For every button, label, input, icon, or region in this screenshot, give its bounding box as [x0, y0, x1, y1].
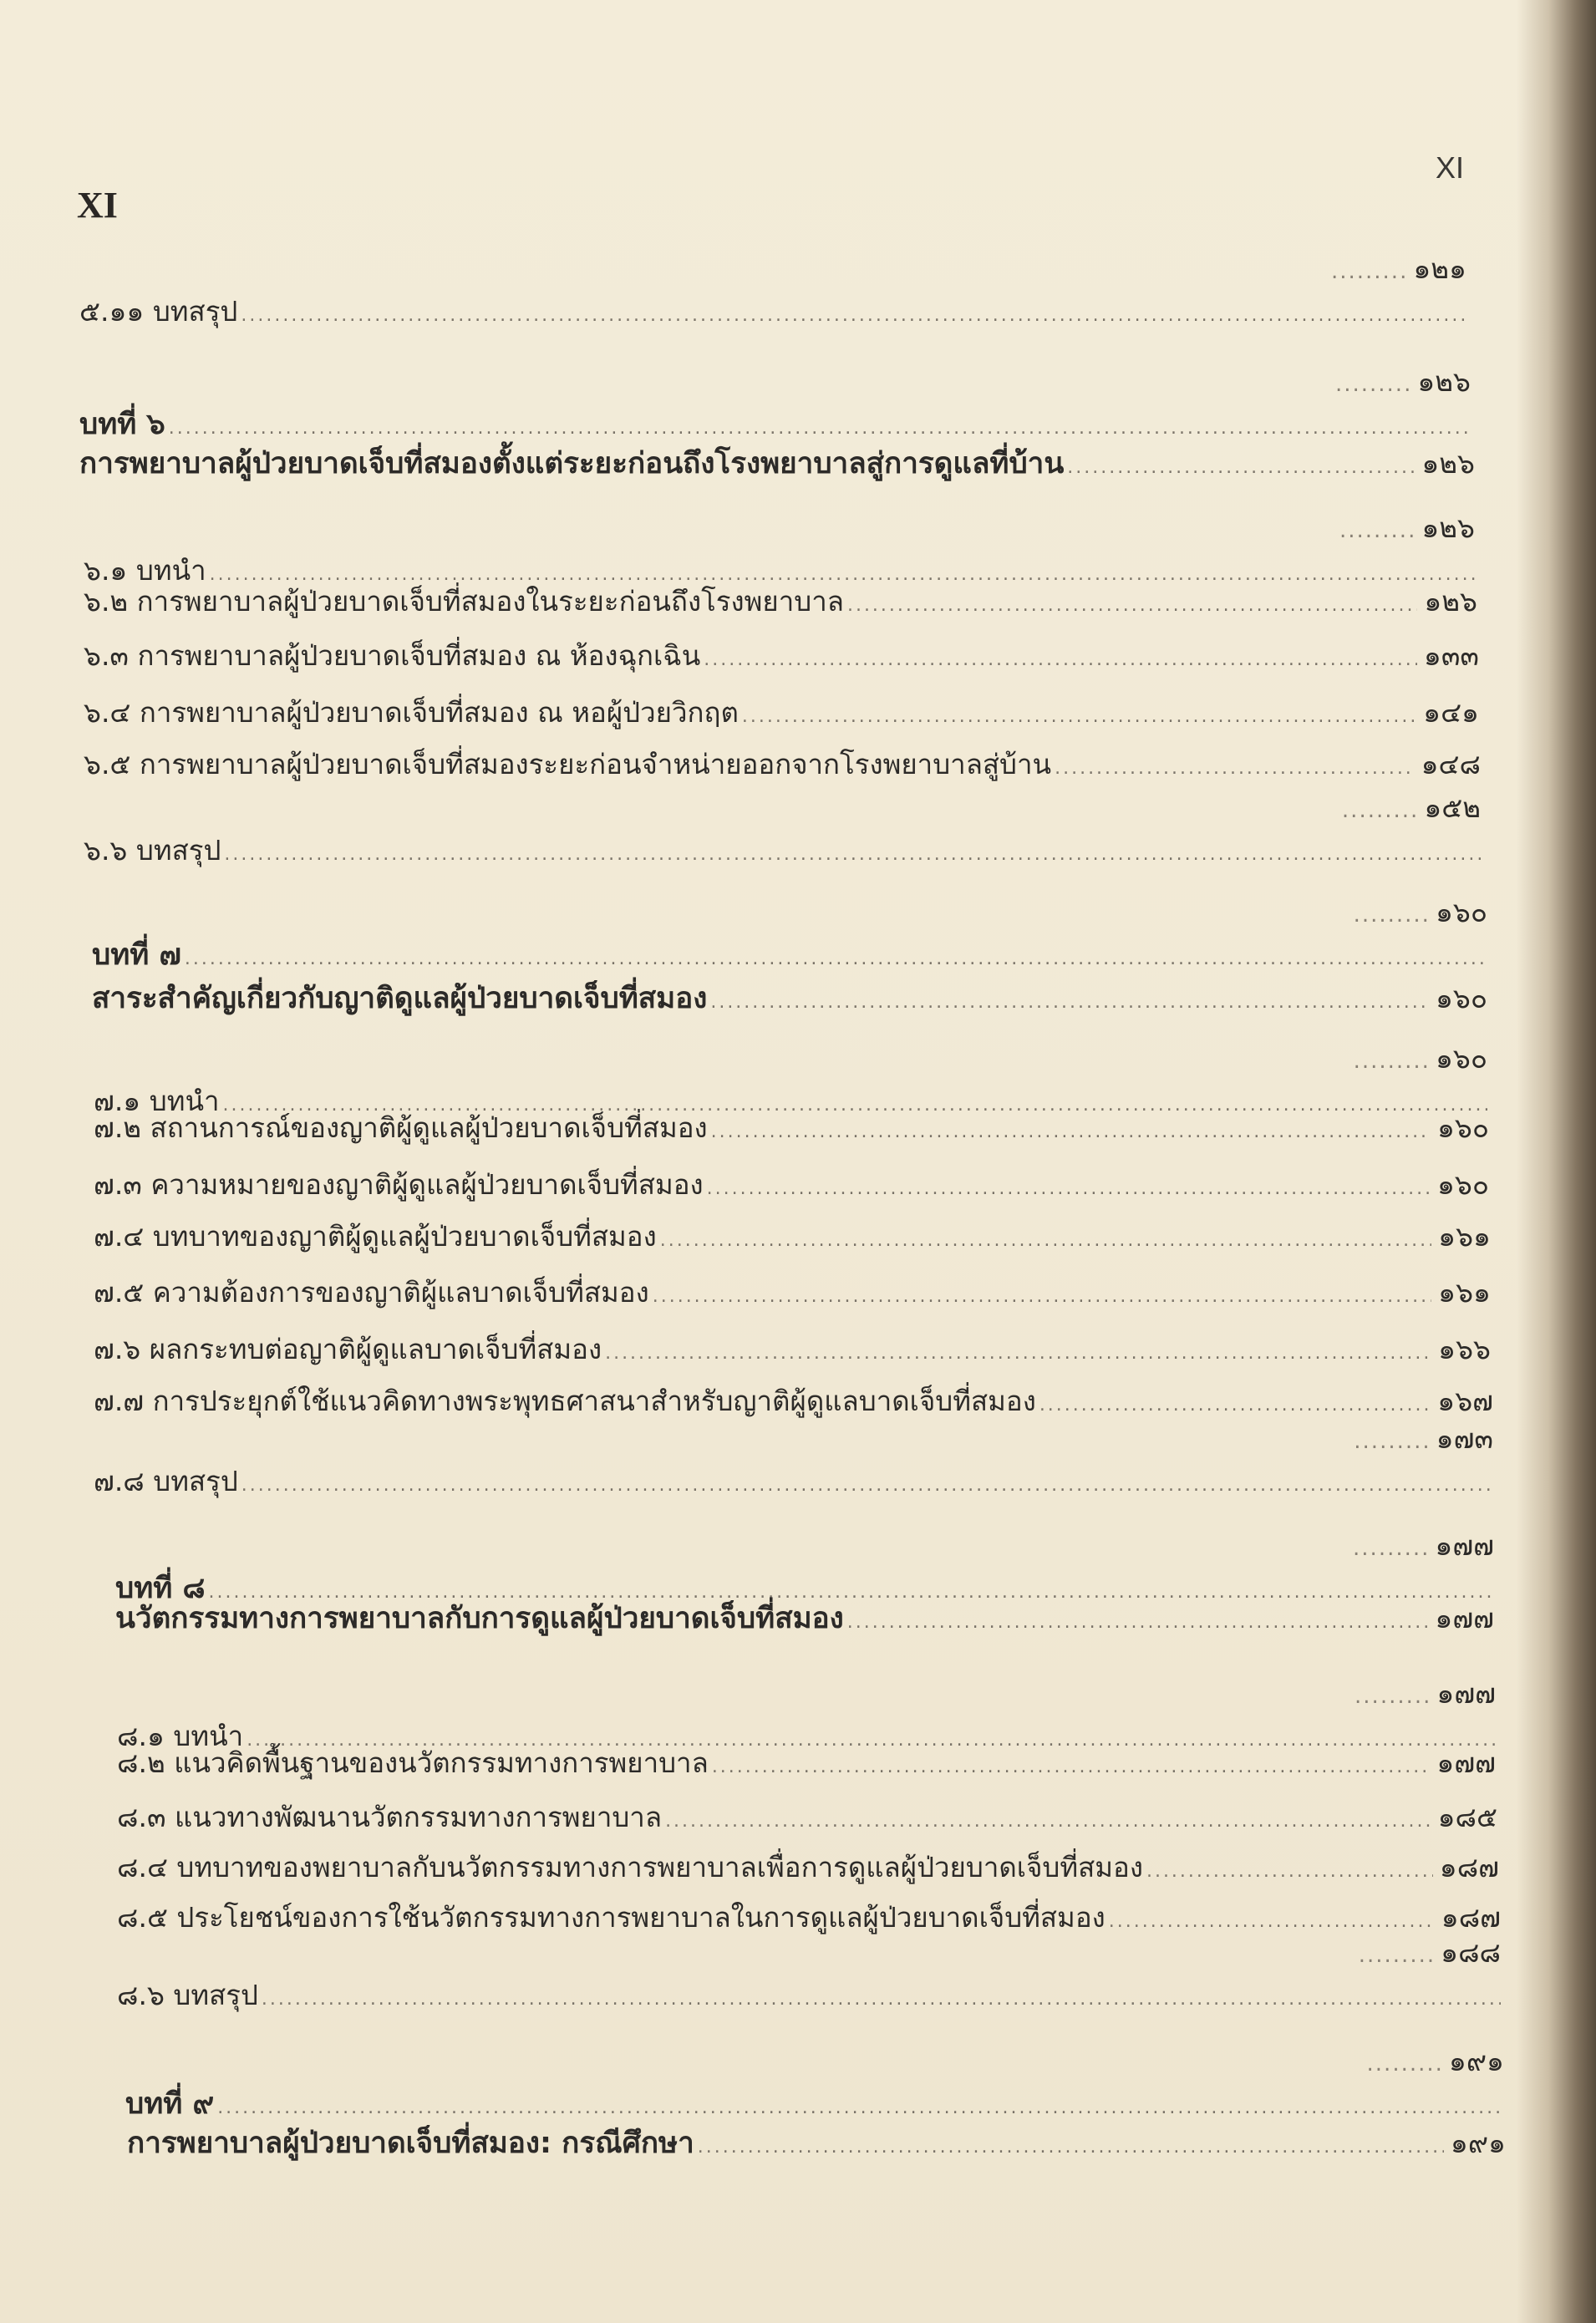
toc-page-number: ......... ๑๘๘ [1358, 1936, 1501, 1969]
toc-page-number: ๑๖๗ [1437, 1385, 1493, 1417]
toc-page-number: ๑๔๑ [1423, 696, 1479, 729]
toc-line [92, 934, 1487, 976]
toc-entry-text: ๗.๒ สถานการณ์ของญาติผู้ดูแลผู้ป่วยบาดเจ็บที่สมอง [94, 1111, 708, 1144]
toc-page-number: ......... ๑๗๗ [1353, 1529, 1494, 1562]
toc-entry-text: ๘.๖ บทสรุป [117, 1979, 258, 2011]
toc-entry [94, 1421, 1493, 1497]
toc-entry [84, 510, 1475, 587]
toc-chapter [115, 1527, 1494, 1605]
leader-dots [1146, 1851, 1433, 1893]
page-number-right: XI [1436, 150, 1465, 185]
toc-page-number: ๑๗๗ [1435, 1602, 1494, 1634]
toc-entry-text: ๖.๓ การพยาบาลผู้ป่วยบาดเจ็บที่สมอง ณ ห้องฉุกเฉิน [84, 639, 701, 672]
leader-dots [605, 1333, 1431, 1375]
toc-page-number: ๑๖๐ [1436, 1168, 1489, 1201]
toc-entry [94, 1164, 1489, 1206]
toc-page-number: ......... ๑๗๓ [1354, 1422, 1493, 1455]
book-spine-shadow [1517, 0, 1596, 2323]
toc-entry-text: ๖.๕ การพยาบาลผู้ป่วยบาดเจ็บที่สมองระยะก่อนจำหน่ายออกจากโรงพยาบาลสู่บ้าน [84, 748, 1052, 780]
leader-dots [224, 834, 1481, 876]
toc-page-number: ......... ๑๒๑ [1330, 252, 1466, 285]
page-number-left: XI [77, 185, 118, 226]
toc-page-number: ๑๙๑ [1450, 2127, 1506, 2159]
toc-page-number: ......... ๑๙๑ [1366, 2045, 1504, 2077]
toc-entry [94, 1272, 1491, 1314]
toc-chapter [125, 2043, 1504, 2121]
toc-page-number: ......... ๑๒๖ [1339, 511, 1475, 544]
toc-entry [117, 1934, 1501, 2011]
toc-page-number: ๑๒๖ [1421, 447, 1475, 480]
leader-dots [711, 1111, 1431, 1153]
leader-dots [241, 295, 1466, 337]
toc-line [84, 830, 1481, 872]
toc-entry [84, 635, 1479, 677]
toc-entry-text: ๘.๑ บทนำ [117, 1720, 244, 1752]
toc-entry [117, 1847, 1499, 1888]
toc-entry-text: ๖.๑ บทนำ [84, 554, 206, 587]
chapter-title: การพยาบาลผู้ป่วยบาดเจ็บที่สมอง: กรณีศึกษา [127, 2127, 694, 2160]
toc-chapter [92, 894, 1487, 972]
toc-line [117, 1975, 1501, 2016]
chapter-label: บทที่ ๖ [79, 408, 165, 441]
toc-entry-text: ๗.๓ ความหมายของญาติผู้ดูแลผู้ป่วยบาดเจ็บที่สมอง [94, 1168, 704, 1201]
chapter-title-line [92, 978, 1487, 1019]
toc-entry-text: ๗.๕ ความต้องการของญาติผู้แลบาดเจ็บที่สมอง [94, 1276, 649, 1309]
leader-dots [707, 1168, 1431, 1210]
toc-page-number: ......... ๑๒๖ [1334, 365, 1471, 398]
leader-dots [704, 639, 1417, 681]
toc-entry [117, 1742, 1496, 1784]
toc-chapter [79, 363, 1471, 441]
toc-entry [84, 790, 1481, 867]
toc-entry-text: ๖.๔ การพยาบาลผู้ป่วยบาดเจ็บที่สมอง ณ หอผู้ป่วยวิกฤต [84, 696, 739, 729]
toc-entry [94, 1380, 1493, 1422]
toc-page-number: ๑๖๐ [1436, 1111, 1489, 1144]
toc-entry-text: ๗.๔ บทบาทของญาติผู้ดูแลผู้ป่วยบาดเจ็บที่สมอง [94, 1220, 657, 1253]
toc-entry-text: ๗.๑ บทนำ [94, 1085, 220, 1117]
toc-entry [94, 1107, 1489, 1149]
leader-dots [653, 1276, 1431, 1318]
chapter-title: สาระสำคัญเกี่ยวกับญาติดูแลผู้ป่วยบาดเจ็บที่สมอง [92, 982, 708, 1015]
toc-entry-text: ๗.๗ การประยุกต์ใช้แนวคิดทางพระพุทธศาสนาสำหรับญาติผู้ดูแลบาดเจ็บที่สมอง [94, 1385, 1036, 1417]
leader-dots [241, 1465, 1493, 1507]
toc-entry-text: ๘.๒ แนวคิดพื้นฐานของนวัตกรรมทางการพยาบาล [117, 1746, 709, 1779]
toc-entry [84, 581, 1477, 623]
leader-dots [660, 1220, 1431, 1262]
toc-line [79, 291, 1466, 333]
leader-dots [847, 1602, 1429, 1644]
leader-dots [742, 696, 1416, 738]
leader-dots [1067, 447, 1415, 489]
toc-page-number: ๑๖๖ [1438, 1333, 1491, 1365]
leader-dots [1055, 748, 1415, 790]
toc-page-number: ......... ๑๕๒ [1341, 791, 1481, 824]
chapter-label: บทที่ ๙ [125, 2087, 215, 2121]
leader-dots [710, 982, 1429, 1024]
chapter-title: นวัตกรรมทางการพยาบาลกับการดูแลผู้ป่วยบาดเจ็บที่สมอง [115, 1602, 844, 1635]
chapter-title: การพยาบาลผู้ป่วยบาดเจ็บที่สมองตั้งแต่ระยะก่อนถึงโรงพยาบาลสู่การดูแลที่บ้าน [79, 447, 1065, 480]
leader-dots [698, 2127, 1444, 2168]
toc-entry-text: ๘.๓ แนวทางพัฒนานวัตกรรมทางการพยาบาล [117, 1801, 663, 1833]
toc-line [94, 1461, 1493, 1502]
leader-dots [847, 585, 1417, 627]
toc-entry-text: ๗.๖ ผลกระทบต่อญาติผู้ดูแลบาดเจ็บที่สมอง [94, 1333, 602, 1365]
toc-page-number: ๑๖๑ [1438, 1220, 1491, 1253]
toc-line [79, 404, 1471, 445]
chapter-label: บทที่ ๗ [92, 938, 181, 972]
toc-page-number: ๑๗๗ [1436, 1746, 1496, 1779]
toc-page-number: ......... ๑๗๗ [1355, 1677, 1496, 1710]
toc-entry [117, 1797, 1497, 1838]
toc-page-number: ๑๖๑ [1438, 1276, 1491, 1309]
chapter-title-line [115, 1598, 1494, 1639]
toc-entry-text: ๖.๖ บทสรุป [84, 834, 221, 867]
leader-dots [185, 938, 1487, 980]
toc-entry [94, 1216, 1491, 1258]
toc-page-number: ๑๒๖ [1424, 585, 1477, 618]
chapter-label: บทที่ ๘ [115, 1572, 206, 1605]
toc-entry [84, 744, 1481, 785]
toc-page-number: ๑๔๘ [1421, 748, 1481, 780]
toc-entry [117, 1675, 1496, 1752]
toc-page-number: ......... ๑๖๐ [1353, 1042, 1487, 1075]
toc-page-number: ๑๓๓ [1423, 639, 1479, 672]
toc-page-number: ๑๘๕ [1437, 1801, 1497, 1833]
toc-page-number: ๑๘๗ [1439, 1851, 1499, 1883]
toc-entry [94, 1329, 1491, 1370]
toc-page-number: ......... ๑๖๐ [1353, 896, 1487, 928]
leader-dots [262, 1979, 1501, 2021]
toc-entry [94, 1040, 1487, 1117]
toc-entry-text: ๘.๔ บทบาทของพยาบาลกับนวัตกรรมทางการพยาบาลเพื่อการดูแลผู้ป่วยบาดเจ็บที่สมอง [117, 1851, 1143, 1883]
toc-entry [117, 1897, 1501, 1939]
toc-entry-text: ๖.๒ การพยาบาลผู้ป่วยบาดเจ็บที่สมองในระยะก่อนถึงโรงพยาบาล [84, 585, 844, 618]
toc-page-number: ๑๘๗ [1441, 1901, 1501, 1934]
toc-entry-text: ๘.๕ ประโยชน์ของการใช้นวัตกรรมทางการพยาบาลในการดูแลผู้ป่วยบาดเจ็บที่สมอง [117, 1901, 1106, 1934]
toc-line [125, 2083, 1504, 2125]
toc-page-number: ๑๖๐ [1435, 982, 1487, 1014]
toc-entry-text: ๗.๘ บทสรุป [94, 1465, 238, 1497]
toc-entry-text: ๕.๑๑ บทสรุป [79, 295, 238, 328]
chapter-title-line [79, 443, 1475, 485]
leader-dots [665, 1801, 1431, 1843]
chapter-title-line [127, 2122, 1506, 2164]
toc-entry [84, 692, 1479, 734]
toc-entry [79, 251, 1466, 328]
leader-dots [712, 1746, 1431, 1788]
